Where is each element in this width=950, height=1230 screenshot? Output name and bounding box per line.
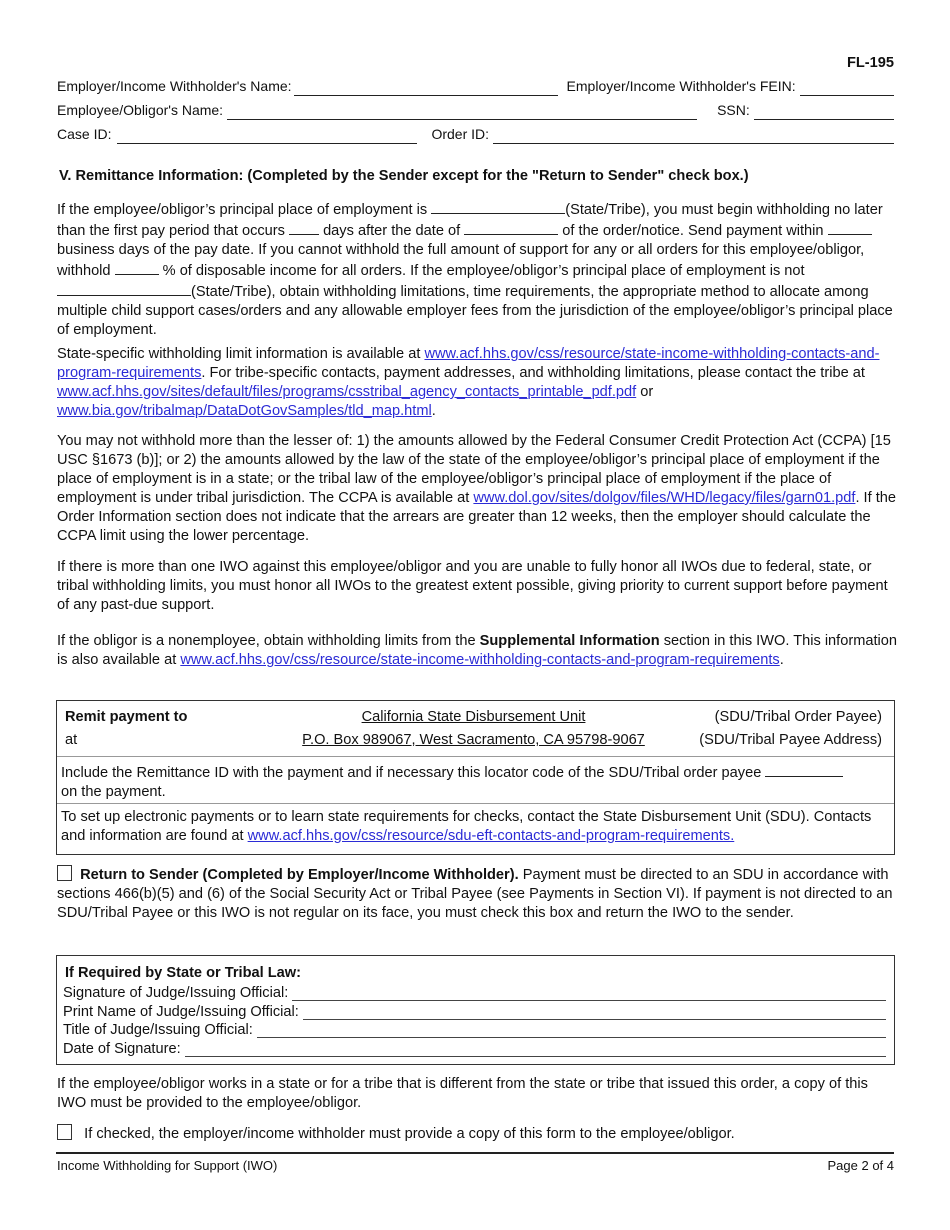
order-id-field[interactable] — [493, 127, 894, 144]
employer-row — [57, 76, 894, 96]
date-of-field[interactable] — [464, 220, 558, 235]
employee-name-label: Employee/Obligor's Name: — [57, 102, 224, 118]
bia-tribal-map-link[interactable]: www.bia.gov/tribalmap/DataDotGovSamples/tld_map.html — [57, 403, 432, 419]
supplemental-info-bold: Supplemental Information — [479, 633, 660, 649]
locator-code-field[interactable] — [765, 762, 843, 777]
business-days-field[interactable] — [828, 220, 872, 235]
return-to-sender-checkbox[interactable] — [57, 865, 72, 881]
address-caption: (SDU/Tribal Payee Address) — [699, 732, 882, 748]
footer-page-number: Page 2 of 4 — [827, 1158, 894, 1173]
case-order-row — [57, 124, 894, 144]
print-name-row — [63, 1002, 886, 1020]
footer-form-name: Income Withholding for Support (IWO) — [57, 1158, 278, 1173]
signature-field[interactable] — [292, 986, 886, 1001]
para5-text: section in this IWO. This information is also available at — [57, 633, 898, 668]
date-field[interactable] — [185, 1042, 886, 1057]
payee-address: P.O. Box 989067, West Sacramento, CA 95798-9067 — [302, 732, 645, 748]
para2-text: . — [431, 403, 436, 419]
para3-text: . If the Order Information section does not indicate that the arrears are greater than 12 weeks, then the employer should calculate the CCPA limit using the lower percentage. — [57, 490, 896, 544]
para5-text: If the obligor is a nonemployee, obtain withholding limits from the — [57, 633, 480, 649]
para2-text: State-specific withholding limit information is available at — [57, 346, 425, 362]
state-withholding-link[interactable]: www.acf.hhs.gov/css/resource/state-income-withholding-contacts-and-program-requirements — [57, 346, 880, 381]
employee-name-field[interactable] — [227, 103, 697, 120]
case-id-label: Case ID: — [57, 126, 112, 142]
signature-row — [63, 983, 886, 1001]
copy-notice-paragraph: If the employee/obligor works in a state or for a tribe that is different from the state or tribe that issued this order, a copy of this IWO must be provided to the employee/obligor. — [57, 1076, 868, 1111]
nonemployee-limits-link[interactable]: www.acf.hhs.gov/css/resource/state-income-withholding-contacts-and-program-requirements — [180, 652, 780, 668]
form-id: FL-195 — [846, 55, 894, 71]
locator-text: on the payment. — [61, 784, 166, 800]
percent-field[interactable] — [115, 260, 159, 275]
case-id-field[interactable] — [117, 127, 417, 144]
para2-text: or — [636, 384, 654, 400]
remit-label: Remit payment to — [65, 709, 188, 725]
eft-paragraph — [61, 808, 890, 846]
multiple-iwo-paragraph: If there is more than one IWO against this employee/obligor and you are unable to fully honor all IWOs due to federal, state, or tribal withholding limits, you must honor all IWOs to the greatest extent possible, giving priority to current support before payment of any past-due support. — [57, 559, 888, 613]
order-id-label: Order ID: — [431, 126, 490, 142]
return-to-sender-text: Payment must be directed to an SDU in accordance with sections 466(b)(5) and (6) of the Social Security Act or Tribal Payee (see Payments in Section VI). If payment is not directed to an SDU/Tribal Payee or this IWO is not regular on its face, you must check this box and return the IWO to the sender. — [57, 867, 893, 921]
remit-payment-box — [56, 700, 895, 855]
provide-copy-checkbox[interactable] — [57, 1124, 72, 1140]
state-tribe-field[interactable] — [431, 199, 565, 214]
print-name-label: Print Name of Judge/Issuing Official: — [63, 1004, 299, 1020]
locator-paragraph — [61, 762, 890, 802]
divider — [57, 803, 894, 804]
ccpa-paragraph — [57, 432, 897, 546]
para5-text: . — [779, 652, 784, 668]
para1-text: days after the date of — [319, 223, 465, 239]
state-limit-paragraph — [57, 345, 897, 421]
employer-fein-field[interactable] — [800, 79, 894, 96]
remit-payee-row — [65, 709, 882, 729]
section-title: V. Remittance Information: (Completed by the Sender except for the "Return to Sender" check box.) — [59, 168, 749, 184]
ssn-field[interactable] — [754, 103, 894, 120]
remit-address-row — [65, 732, 882, 752]
employer-fein-label: Employer/Income Withholder's FEIN: — [566, 78, 796, 94]
copy-checkbox-row — [57, 1124, 897, 1144]
eft-text: To set up electronic payments or to learn state requirements for checks, contact the State Disbursement Unit (SDU). Contacts and information are found at — [61, 809, 872, 844]
date-row — [63, 1039, 886, 1057]
para1-text: If the employee/obligor’s principal place of employment is — [57, 202, 432, 218]
para2-text: . For tribe-specific contacts, payment addresses, and withholding limitations, please contact the tribe at — [201, 365, 865, 381]
payee-caption: (SDU/Tribal Order Payee) — [714, 709, 882, 725]
not-state-tribe-field[interactable] — [57, 281, 191, 296]
return-to-sender-bold: Return to Sender (Completed by Employer/Income Withholder). — [80, 867, 519, 883]
provide-copy-label: If checked, the employer/income withholder must provide a copy of this form to the employee/obligor. — [84, 1126, 735, 1142]
employment-paragraph — [57, 199, 897, 340]
para1-text: (State/Tribe), obtain withholding limitations, time requirements, the appropriate method to allocate among multiple child support cases/orders and any allowable employer fees from the jurisdiction of the employee/obligor’s principal place of employment. — [57, 284, 893, 338]
sdu-eft-link[interactable]: www.acf.hhs.gov/css/resource/sdu-eft-contacts-and-program-requirements. — [247, 828, 735, 844]
title-label: Title of Judge/Issuing Official: — [63, 1022, 253, 1038]
employee-row — [57, 100, 894, 120]
date-label: Date of Signature: — [63, 1041, 181, 1057]
employer-name-field[interactable] — [294, 79, 558, 96]
footer-rule — [56, 1152, 894, 1154]
judge-signature-box — [56, 955, 895, 1065]
locator-text: Include the Remittance ID with the payment and if necessary this locator code of the SDU/Tribal order payee — [61, 765, 766, 781]
para1-text: business days of the pay date. If you cannot withhold the full amount of support for any or all orders for this employee/obligor, withhold — [57, 242, 865, 279]
ccpa-link[interactable]: www.dol.gov/sites/dolgov/files/WHD/legacy/files/garn01.pdf — [473, 490, 856, 506]
employer-name-label: Employer/Income Withholder's Name: — [57, 78, 292, 94]
para1-text: of the order/notice. Send payment within — [558, 223, 828, 239]
tribal-contacts-link[interactable]: www.acf.hhs.gov/sites/default/files/programs/csstribal_agency_contacts_printable_pdf.pdf — [57, 384, 637, 400]
judge-box-title: If Required by State or Tribal Law: — [65, 965, 301, 981]
title-field[interactable] — [257, 1023, 886, 1038]
days-field[interactable] — [289, 220, 319, 235]
signature-label: Signature of Judge/Issuing Official: — [63, 985, 289, 1001]
print-name-field[interactable] — [303, 1005, 886, 1020]
para1-text: (State/Tribe), you must begin withholding no later than the first pay period that occurs — [57, 202, 883, 239]
nonemployee-paragraph — [57, 632, 897, 670]
return-to-sender-paragraph — [57, 865, 897, 923]
para3-text: You may not withhold more than the lesser of: 1) the amounts allowed by the Federal Consumer Credit Protection Act (CCPA) [15 USC §1673 (b)]; or 2) the amounts allowed by the law of the state of the employee/obligor’s principal place of employment if the place of employment is in a state; or the tribal law of the employee/obligor’s principal place of employment if the place of employment is under tribal jurisdiction. The CCPA is available at — [57, 433, 891, 506]
ssn-label: SSN: — [717, 102, 750, 118]
at-label: at — [65, 732, 78, 748]
payee-name: California State Disbursement Unit — [361, 709, 586, 725]
title-row — [63, 1020, 886, 1038]
divider — [57, 756, 894, 757]
para1-text: % of disposable income for all orders. If the employee/obligor’s principal place of employment is not — [158, 263, 805, 279]
